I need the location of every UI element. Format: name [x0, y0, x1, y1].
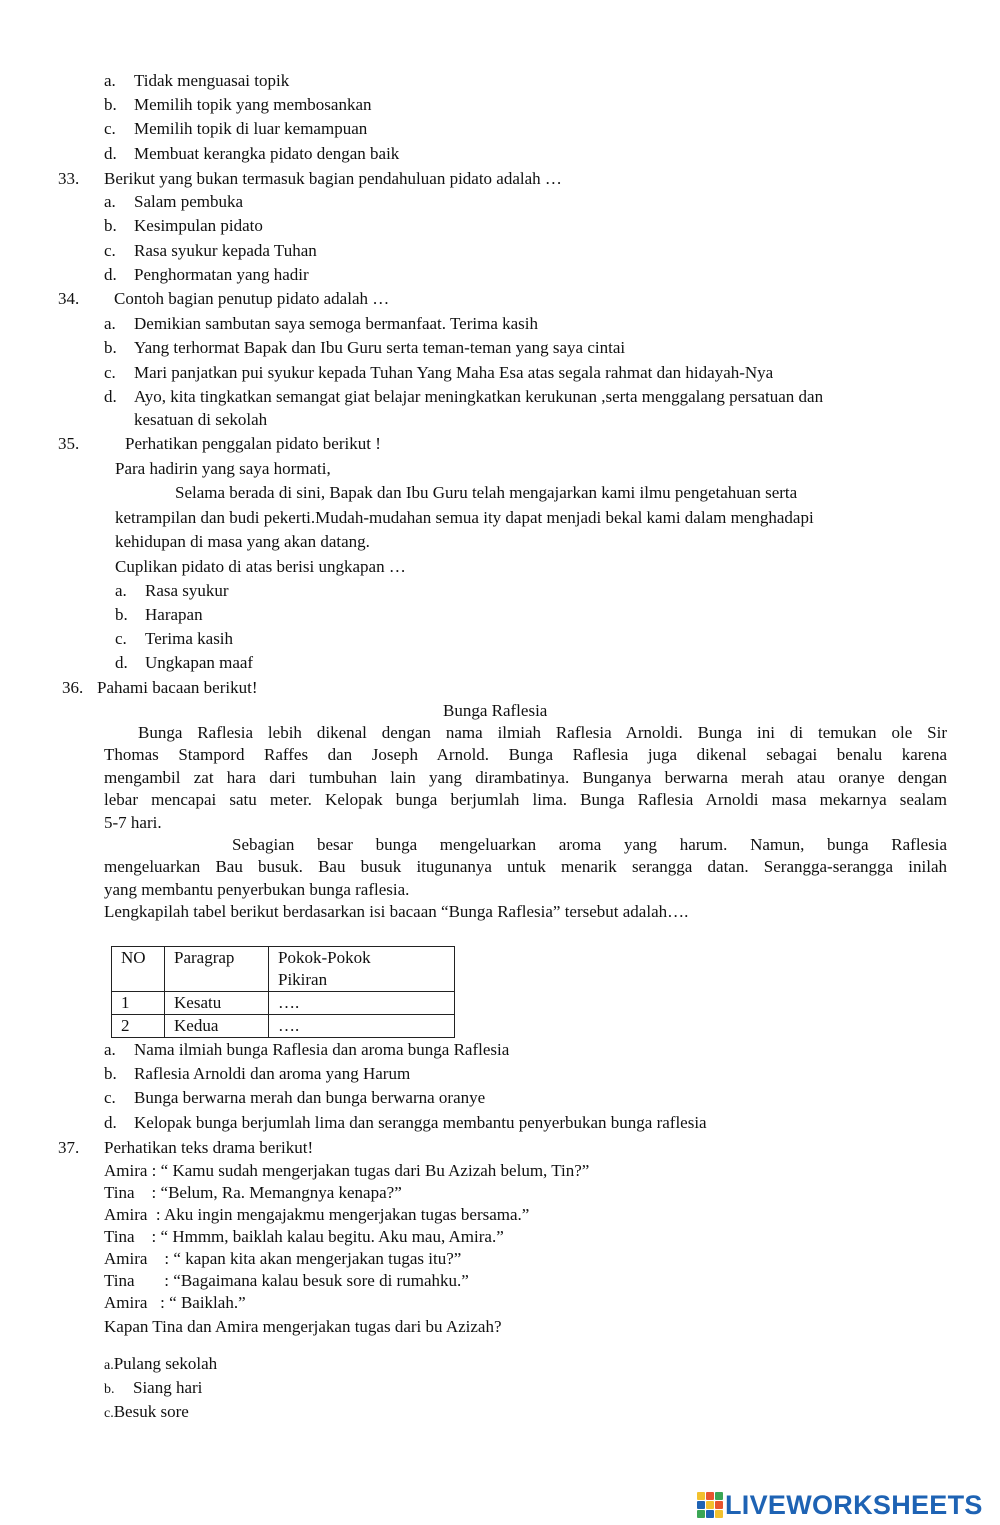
option-b: b. Memilih topik yang membosankan: [104, 95, 372, 114]
table-header-pokok-pikiran: Pokok-Pokok Pikiran: [269, 947, 455, 992]
option-a: a. Demikian sambutan saya semoga bermanfaat. Terima kasih: [104, 314, 538, 333]
dialog-line: Tina : “Bagaimana kalau besuk sore di rumahku.”: [104, 1271, 469, 1290]
question-prompt: Kapan Tina dan Amira mengerjakan tugas dari bu Azizah?: [104, 1317, 502, 1336]
table-instruction: Lengkapilah tabel berikut berdasarkan isi bacaan “Bunga Raflesia” tersebut adalah….: [104, 902, 689, 921]
speech-greeting: Para hadirin yang saya hormati,: [115, 459, 331, 478]
question-36: 36. Pahami bacaan berikut!: [62, 678, 258, 697]
option-c: c. Mari panjatkan pui syukur kepada Tuhan Yang Maha Esa atas segala rahmat dan hidayah-Nya: [104, 363, 774, 382]
option-a: a.Pulang sekolah: [104, 1354, 218, 1373]
table-cell: ….: [269, 1015, 455, 1038]
option-b: b. Kesimpulan pidato: [104, 216, 263, 235]
table-row: [112, 1015, 455, 1038]
option-b: b. Yang terhormat Bapak dan Ibu Guru serta teman-teman yang saya cintai: [104, 338, 626, 357]
option-d: d. Kelopak bunga berjumlah lima dan serangga membantu penyerbukan bunga raflesia: [104, 1113, 707, 1132]
reading-paragraph-1-line: 5-7 hari.: [104, 813, 162, 832]
dialog-line: Amira : Aku ingin mengajakmu mengerjakan tugas bersama.”: [104, 1205, 530, 1224]
option-b: b. Harapan: [115, 605, 203, 624]
dialog-line: Tina : “Belum, Ra. Memangnya kenapa?”: [104, 1183, 402, 1202]
option-d: d. Ungkapan maaf: [115, 653, 254, 672]
table-header-row: [112, 947, 455, 992]
question-prompt: Cuplikan pidato di atas berisi ungkapan …: [115, 557, 406, 576]
option-c: c.Besuk sore: [104, 1402, 189, 1421]
table-cell: ….: [269, 992, 455, 1015]
reading-title: Bunga Raflesia: [443, 701, 548, 720]
dialog-line: Amira : “ kapan kita akan mengerjakan tugas itu?”: [104, 1249, 462, 1268]
reading-paragraph-1-line: Thomas Stampord Raffes dan Joseph Arnold. Bunga Raflesia juga dikenal sebagai benalu karena: [104, 745, 947, 764]
reading-paragraph-1-line: Bunga Raflesia lebih dikenal dengan nama ilmiah Raflesia Arnoldi. Bunga ini di temukan ole Sir: [138, 723, 947, 742]
option-d-continuation: kesatuan di sekolah: [134, 410, 268, 429]
option-c: c. Terima kasih: [115, 629, 234, 648]
dialog-line: Amira : “ Kamu sudah mengerjakan tugas dari Bu Azizah belum, Tin?”: [104, 1161, 590, 1180]
reading-paragraph-2-line: Sebagian besar bunga mengeluarkan aroma yang harum. Namun, bunga Raflesia: [232, 835, 947, 854]
option-a: a. Salam pembuka: [104, 192, 244, 211]
table-cell: 2: [112, 1015, 165, 1038]
question-33: 33. Berikut yang bukan termasuk bagian pendahuluan pidato adalah …: [58, 169, 562, 188]
question-37: 37. Perhatikan teks drama berikut!: [58, 1138, 314, 1157]
question-35: 35. Perhatikan penggalan pidato berikut !: [58, 434, 381, 453]
table-row: [112, 992, 455, 1015]
option-c: c. Memilih topik di luar kemampuan: [104, 119, 368, 138]
reading-paragraph-1-line: lebar mencapai satu meter. Kelopak bunga berjumlah lima. Bunga Raflesia Arnoldi masa mekarnya sealam: [104, 790, 947, 809]
table-header-no: NO: [112, 947, 165, 992]
option-c: c. Rasa syukur kepada Tuhan: [104, 241, 317, 260]
table-cell: 1: [112, 992, 165, 1015]
table-cell: Kedua: [165, 1015, 269, 1038]
table-cell: Kesatu: [165, 992, 269, 1015]
speech-excerpt-line: ketrampilan dan budi pekerti.Mudah-mudahan semua ity dapat menjadi bekal kami dalam menghadapi: [115, 508, 814, 527]
speech-excerpt-line: Selama berada di sini, Bapak dan Ibu Guru telah mengajarkan kami ilmu pengetahuan serta: [175, 483, 798, 502]
option-b: b. Raflesia Arnoldi dan aroma yang Harum: [104, 1064, 411, 1083]
dialog-line: Tina : “ Hmmm, baiklah kalau begitu. Aku mau, Amira.”: [104, 1227, 504, 1246]
main-ideas-table: [111, 946, 455, 1038]
option-a: a. Rasa syukur: [115, 581, 229, 600]
liveworksheets-watermark: [697, 1488, 983, 1522]
option-d: d. Membuat kerangka pidato dengan baik: [104, 144, 400, 163]
question-34: 34. Contoh bagian penutup pidato adalah …: [58, 289, 390, 308]
reading-paragraph-2-line: mengeluarkan Bau busuk. Bau busuk itugunanya untuk menarik serangga datan. Serangga-serangga inilah: [104, 857, 947, 876]
liveworksheets-logo-icon: [697, 1492, 723, 1518]
reading-paragraph-2-line: yang membantu penyerbukan bunga raflesia.: [104, 880, 410, 899]
speech-excerpt-line: kehidupan di masa yang akan datang.: [115, 532, 370, 551]
watermark-text: LIVEWORKSHEETS: [725, 1489, 983, 1520]
option-a: a. Nama ilmiah bunga Raflesia dan aroma bunga Raflesia: [104, 1040, 510, 1059]
table-header-paragrap: Paragrap: [165, 947, 269, 992]
option-a: a. Tidak menguasai topik: [104, 71, 290, 90]
option-c: c. Bunga berwarna merah dan bunga berwarna oranye: [104, 1088, 486, 1107]
option-d: d. Penghormatan yang hadir: [104, 265, 309, 284]
reading-paragraph-1-line: mengambil zat hara dari tumbuhan lain yang dirambatinya. Bunganya berwarna merah atau oranye dengan: [104, 768, 947, 787]
dialog-line: Amira : “ Baiklah.”: [104, 1293, 246, 1312]
option-d: d. Ayo, kita tingkatkan semangat giat belajar meningkatkan kerukunan ,serta menggalang persatuan dan: [104, 387, 824, 406]
option-b: b. Siang hari: [104, 1378, 203, 1397]
